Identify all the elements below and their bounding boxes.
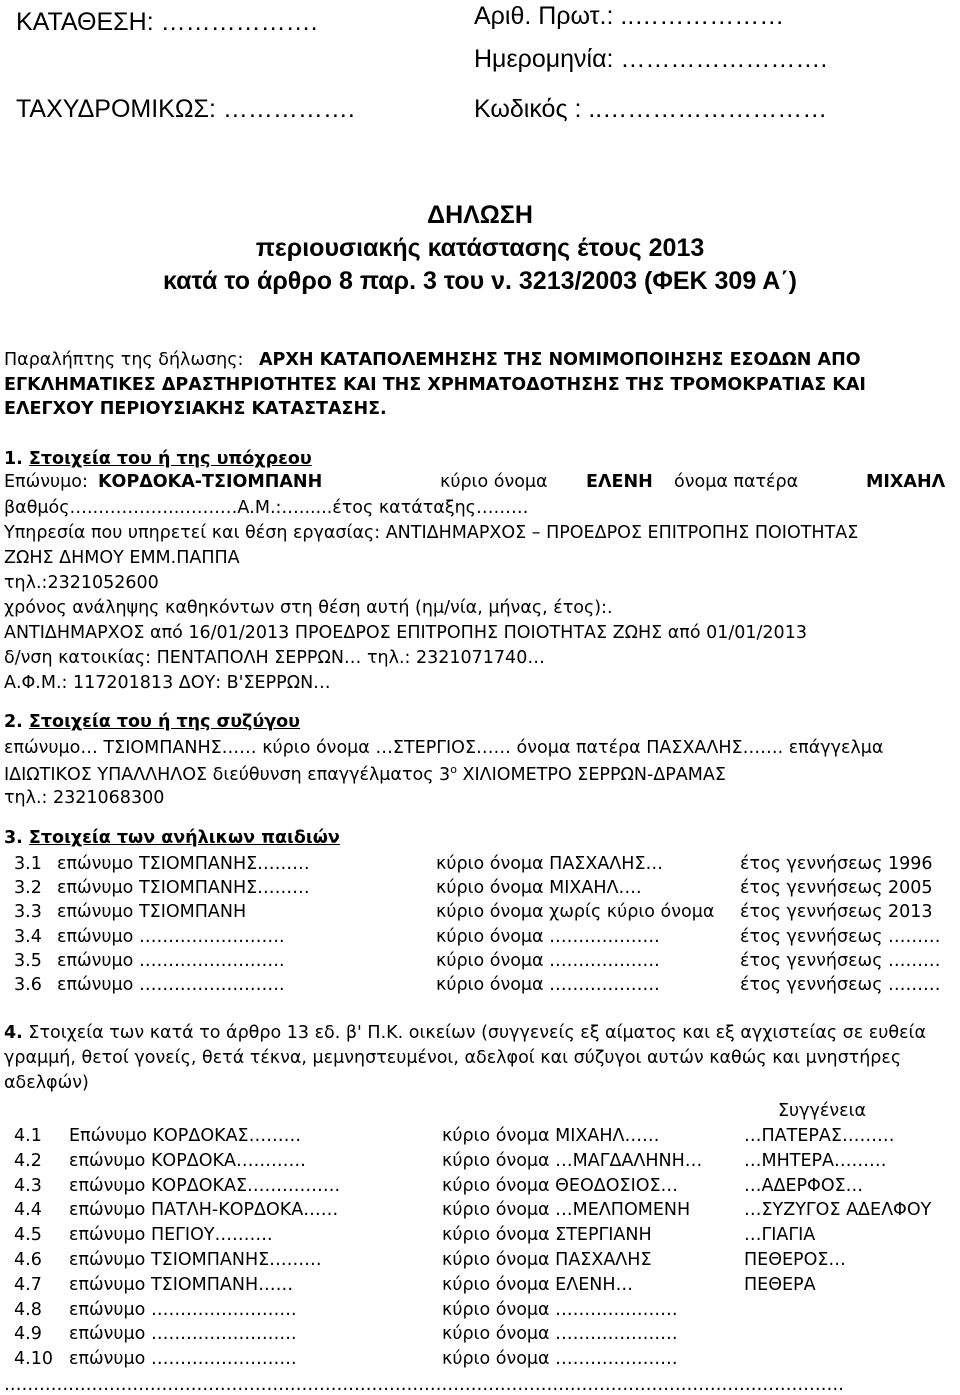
declarant-surname: ΚΟΡΔΟΚΑ-ΤΣΙΟΜΠΑΝΗ — [98, 472, 323, 492]
relative-row — [14, 1300, 954, 1324]
recipient-label: Παραλήπτης της δήλωσης: — [4, 350, 244, 370]
section-4-intro-line-1 — [4, 1023, 926, 1043]
child-surname: επώνυμο ΤΣΙΟΜΠΑΝΗΣ……… — [57, 878, 310, 899]
relative-num: 4.3 — [14, 1175, 42, 1196]
child-year: έτος γεννήσεως ……… — [740, 926, 941, 947]
relative-relation: ΠΕΘΕΡΟΣ… — [744, 1250, 846, 1270]
section-4-intro-line-3: αδελφών) — [4, 1073, 89, 1093]
tax-id-line: Α.Φ.Μ.: 117201813 ΔΟΥ: Β'ΣΕΡΡΩΝ… — [4, 673, 331, 693]
document-law-reference: κατά το άρθρο 8 παρ. 3 του ν. 3213/2003 (ΦΕΚ 309 Α΄) — [163, 267, 797, 295]
recipient-line-1 — [4, 350, 861, 370]
relative-relation: …ΓΙΑΓΙΑ — [744, 1225, 816, 1246]
relative-surname: Επώνυμο ΚΟΡΔΟΚΑΣ……… — [69, 1126, 302, 1146]
section-4-intro-text: Στοιχεία των κατά το άρθρο 13 εδ. β' Π.Κ. οικείων (συγγενείς εξ αίματος και εξ αγχιστείας σε ευθεία — [28, 1023, 926, 1043]
section-4-intro-line-2: γραμμή, θετοί γονείς, θετά τέκνα, μεμνηστευμένοι, αδελφοί και σύζυγοι αυτών καθώς και μνηστήρες — [4, 1048, 902, 1068]
surname-label: Επώνυμο: — [4, 472, 88, 492]
document-subtitle: περιουσιακής κατάστασης έτους 2013 — [255, 234, 705, 262]
child-year: έτος γεννήσεως ……… — [740, 975, 941, 995]
section-1-title: Στοιχεία του ή της υπόχρεου — [28, 449, 312, 469]
declarant-father-name: ΜΙΧΑΗΛ — [866, 472, 946, 492]
relative-num: 4.10 — [14, 1349, 53, 1370]
spouse-phone: τηλ.: 2321068300 — [4, 788, 165, 808]
section-1-number: 1. — [4, 449, 23, 469]
child-year: έτος γεννήσεως 2013 — [740, 902, 933, 923]
child-num: 3.4 — [14, 926, 42, 947]
relative-name: κύριο όνομα ………………… — [442, 1299, 678, 1320]
relative-relation: …ΑΔΕΡΦΟΣ… — [744, 1175, 864, 1196]
recipient-name: ΑΡΧΗ ΚΑΤΑΠΟΛΕΜΗΣΗΣ ΤΗΣ ΝΟΜΙΜΟΠΟΙΗΣΗΣ ΕΣΟΔΩΝ ΑΠΟ — [258, 350, 861, 370]
section-2-heading — [4, 712, 300, 732]
section-2-title: Στοιχεία του ή της συζύγου — [28, 712, 300, 732]
child-num: 3.2 — [14, 878, 42, 899]
relative-num: 4.6 — [14, 1250, 42, 1270]
child-surname: επώνυμο ΤΣΙΟΜΠΑΝΗΣ……… — [57, 854, 310, 874]
child-year: έτος γεννήσεως 1996 — [740, 854, 933, 874]
relative-surname: επώνυμο ……………………. — [69, 1324, 297, 1345]
relative-row — [14, 1349, 954, 1373]
relative-surname: επώνυμο ΚΟΡΔΟΚΑ………… — [69, 1150, 306, 1171]
child-surname: επώνυμο ……………………. — [57, 950, 285, 971]
relative-num: 4.7 — [14, 1274, 42, 1295]
relative-name: κύριο όνομα ………………… — [442, 1349, 678, 1370]
recipient-line-3: ΕΛΕΓΧΟΥ ΠΕΡΙΟΥΣΙΑΚΗΣ ΚΑΤΑΣΤΑΣΗΣ. — [4, 399, 387, 419]
relative-relation: ΠΕΘΕΡΑ — [744, 1274, 816, 1295]
relative-surname: επώνυμο ΚΟΡΔΟΚΑΣ……………. — [69, 1175, 341, 1196]
relative-surname: επώνυμο ΠΕΓΙΟΥ………. — [69, 1225, 273, 1246]
duties-start-label: χρόνος ανάληψης καθηκόντων στη θέση αυτή (ημ/νία, μήνας, έτος):. — [4, 598, 613, 618]
relative-num: 4.8 — [14, 1299, 42, 1320]
deposit-field: ΚΑΤΑΘΕΣΗ: ………………. — [16, 8, 318, 36]
child-name: κύριο όνομα χωρίς κύριο όνομα — [436, 902, 715, 923]
service-line-2: ΖΩΗΣ ΔΗΜΟΥ ΕΜΜ.ΠΑΠΠΑ — [4, 548, 240, 568]
relative-name: κύριο όνομα ΕΛΕΝΗ… — [442, 1274, 633, 1295]
code-field: Κωδικός : ..……………………… — [474, 95, 828, 123]
child-row — [14, 927, 954, 951]
declarant-firstname: ΕΛΕΝΗ — [586, 472, 653, 492]
by-mail-field: ΤΑΧΥΔΡΟΜΙΚΩΣ: ……………. — [16, 95, 355, 123]
child-name: κύριο όνομα ΠΑΣΧΑΛΗΣ… — [436, 854, 663, 874]
section-3-number: 3. — [4, 828, 23, 848]
child-num: 3.1 — [14, 854, 42, 874]
relative-row — [14, 1250, 954, 1274]
relative-surname: επώνυμο ΤΣΙΟΜΠΑΝΗΣ……… — [69, 1250, 322, 1270]
relative-num: 4.4 — [14, 1200, 42, 1221]
relative-row — [14, 1126, 954, 1150]
rank-line: βαθμός…..…………..…….…Α.Μ.:…......έτος κατάταξης……… — [4, 498, 529, 518]
section-2-number: 2. — [4, 712, 23, 732]
child-name: κύριο όνομα ………………. — [436, 926, 660, 947]
relative-name: κύριο όνομα ΠΑΣΧΑΛΗΣ — [442, 1250, 652, 1270]
relative-row — [14, 1200, 954, 1224]
relative-relation: …ΜΗΤΕΡΑ……… — [744, 1150, 887, 1171]
relative-relation: …ΠΑΤΕΡΑΣ……… — [744, 1126, 895, 1146]
child-name: κύριο όνομα ………………. — [436, 950, 660, 971]
duties-start-value: ΑΝΤΙΔΗΜΑΡΧΟΣ από 16/01/2013 ΠΡΟΕΔΡΟΣ ΕΠΙΤΡΟΠΗΣ ΠΟΙΟΤΗΤΑΣ ΖΩΗΣ από 01/01/2013 — [4, 623, 807, 643]
service-line-1: Υπηρεσία που υπηρετεί και θέση εργασίας: ΑΝΤΙΔΗΜΑΡΧΟΣ – ΠΡΟΕΔΡΟΣ ΕΠΙΤΡΟΠΗΣ ΠΟΙΟΤΗΤΑΣ — [4, 523, 859, 543]
spouse-work-address: ΧΙΛΙΟΜΕΤΡΟ ΣΕΡΡΩΝ-ΔΡΑΜΑΣ — [456, 764, 726, 785]
relative-row — [14, 1151, 954, 1175]
relative-name: κύριο όνομα …ΜΕΛΠΟΜΕΝΗ — [442, 1200, 691, 1221]
relative-name: κύριο όνομα ΘΕΟΔΟΣΙΟΣ… — [442, 1175, 679, 1196]
section-4-number: 4. — [4, 1023, 23, 1043]
firstname-label: κύριο όνομα — [440, 472, 548, 492]
relative-name: κύριο όνομα ΣΤΕΡΓΙΑΝΗ — [442, 1225, 652, 1246]
relative-num: 4.9 — [14, 1324, 42, 1345]
child-year: έτος γεννήσεως ……… — [740, 950, 941, 971]
spouse-occupation: ΙΔΙΩΤΙΚΟΣ ΥΠΑΛΛΗΛΟΣ διεύθυνση επαγγέλματος 3 — [4, 764, 451, 785]
relative-num: 4.1 — [14, 1126, 42, 1146]
child-row — [14, 878, 954, 902]
relative-surname: επώνυμο ΠΑΤΛΗ-ΚΟΡΔΟΚΑ…… — [69, 1200, 339, 1221]
relative-surname: επώνυμο ……………………. — [69, 1349, 297, 1370]
relative-row — [14, 1225, 954, 1249]
child-surname: επώνυμο ……………………. — [57, 926, 285, 947]
father-name-label: όνομα πατέρα — [674, 472, 799, 492]
document-title: ΔΗΛΩΣΗ — [427, 201, 533, 229]
date-field: Ημερομηνία: ……………………. — [474, 45, 828, 73]
relative-name: κύριο όνομα ΜΙΧΑΗΛ…… — [442, 1126, 660, 1146]
protocol-number-field: Αριθ. Πρωτ.: ..……………… — [474, 2, 785, 30]
child-num: 3.3 — [14, 902, 42, 923]
relative-relation: …ΣΥΖΥΓΟΣ ΑΔΕΛΦΟΥ — [744, 1200, 932, 1221]
child-row — [14, 902, 954, 926]
relative-row — [14, 1275, 954, 1299]
child-row — [14, 951, 954, 975]
child-row — [14, 975, 954, 999]
child-row — [14, 854, 954, 878]
relative-row — [14, 1176, 954, 1200]
child-surname: επώνυμο ……………………. — [57, 975, 285, 995]
relative-surname: επώνυμο ……………………. — [69, 1299, 297, 1320]
relative-num: 4.5 — [14, 1225, 42, 1246]
child-name: κύριο όνομα ΜΙΧΑΗΛ…. — [436, 878, 642, 899]
spouse-line-1: επώνυμο… ΤΣΙΟΜΠΑΝΗΣ…… κύριο όνομα …ΣΤΕΡΓΙΟΣ…… όνομα πατέρα ΠΑΣΧΑΛΗΣ……. επάγγελμα — [4, 738, 884, 758]
spouse-line-2 — [4, 763, 726, 785]
relative-surname: επώνυμο ΤΣΙΟΜΠΑΝΗ…… — [69, 1274, 294, 1295]
relation-column-header: Συγγένεια — [778, 1101, 867, 1121]
child-num: 3.5 — [14, 950, 42, 971]
ordinal-superscript: ο — [450, 763, 457, 776]
relative-num: 4.2 — [14, 1150, 42, 1171]
relative-row — [14, 1324, 954, 1348]
residence-address-line: δ/νση κατοικίας: ΠΕΝΤΑΠΟΛΗ ΣΕΡΡΩΝ… τηλ.: 2321071740… — [4, 648, 545, 668]
child-year: έτος γεννήσεως 2005 — [740, 878, 933, 899]
relative-name: κύριο όνομα ………………… — [442, 1324, 678, 1345]
child-name: κύριο όνομα ………………. — [436, 975, 660, 995]
declarant-phone: τηλ.:2321052600 — [4, 573, 159, 593]
section-3-title: Στοιχεία των ανήλικων παιδιών — [28, 828, 340, 848]
relative-name: κύριο όνομα …ΜΑΓΔΑΛΗΝΗ… — [442, 1150, 703, 1171]
recipient-line-2: ΕΓΚΛΗΜΑΤΙΚΕΣ ΔΡΑΣΤΗΡΙΟΤΗΤΕΣ ΚΑΙ ΤΗΣ ΧΡΗΜΑΤΟΔΟΤΗΣΗΣ ΤΗΣ ΤΡΟΜΟΚΡΑΤΙΑΣ ΚΑΙ — [4, 375, 866, 395]
section-1-heading — [4, 449, 312, 469]
child-num: 3.6 — [14, 975, 42, 995]
section-3-heading — [4, 828, 340, 848]
bottom-dotted-line: ……………………………………………………………………………………………………………………………… — [4, 1375, 844, 1395]
child-surname: επώνυμο ΤΣΙΟΜΠΑΝΗ — [57, 902, 247, 923]
